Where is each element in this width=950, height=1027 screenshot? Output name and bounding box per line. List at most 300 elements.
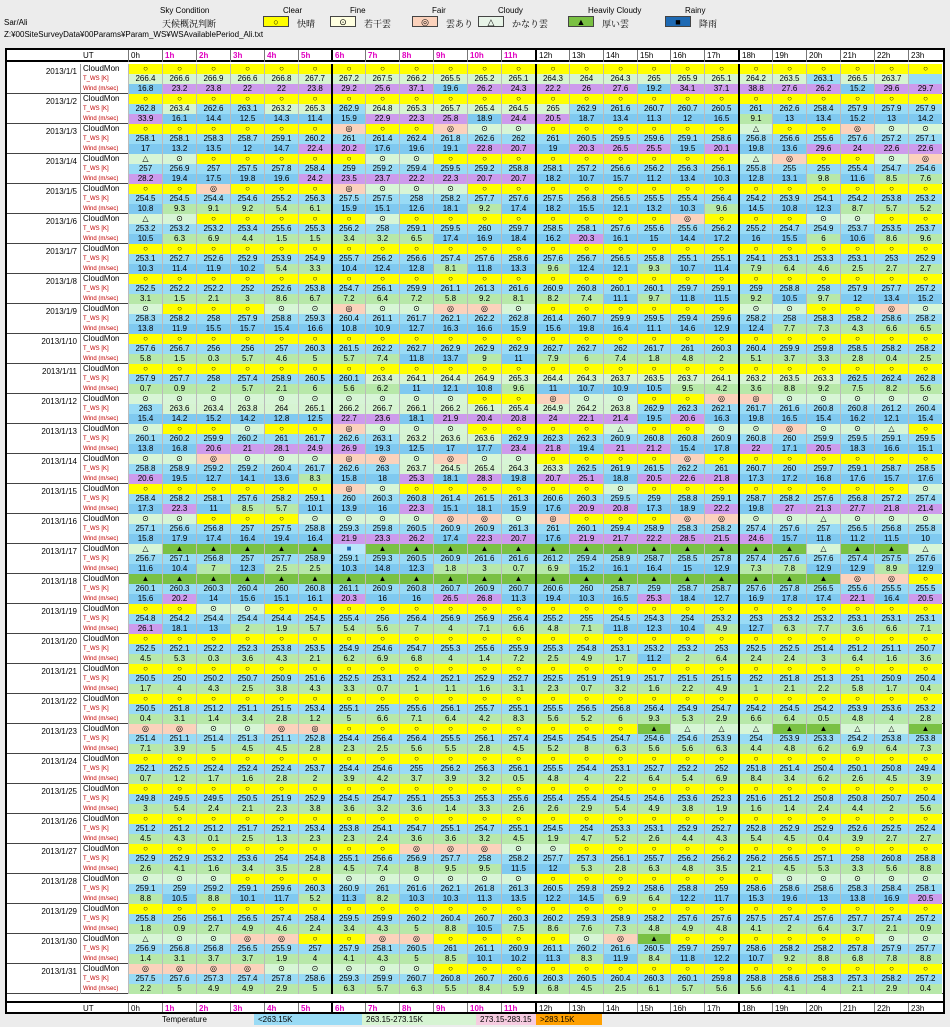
- wind-cell: 19: [535, 144, 569, 154]
- wind-cell: 1.7: [128, 684, 162, 694]
- temperature-cell: 255.5: [433, 734, 467, 744]
- sky-cell: ○: [569, 424, 603, 434]
- wind-cell: 13.2: [637, 204, 670, 214]
- wind-cell: 6.4: [433, 714, 467, 724]
- wind-cell: 26.8: [467, 594, 501, 604]
- wind-cell: 2.5: [603, 984, 637, 994]
- sky-cell: ○: [704, 274, 738, 284]
- wind-cell: 15.6: [230, 594, 264, 604]
- temperature-label: T_WS [K]: [83, 646, 109, 652]
- temperature-legend: [126, 1014, 936, 1025]
- temperature-cell: 255.6: [399, 704, 433, 714]
- cloudmon-label: CloudMon: [83, 694, 120, 703]
- temperature-cell: 260.3: [704, 344, 738, 354]
- wind-cell: 4: [569, 774, 603, 784]
- sky-cell: ⊙: [840, 214, 874, 224]
- wind-cell: 6.4: [637, 894, 670, 904]
- temperature-cell: 257.6: [772, 554, 806, 564]
- legend-cloudy-title: Cloudy: [498, 6, 523, 15]
- sky-cell: ○: [569, 154, 603, 164]
- temperature-cell: 258.2: [772, 494, 806, 504]
- sky-cell: ⊙: [908, 934, 942, 944]
- wind-cell: 2.5: [535, 654, 569, 664]
- sky-cell: ⊙: [433, 874, 467, 884]
- temperature-cell: 251.2: [162, 824, 196, 834]
- wind-cell: 3.3: [331, 684, 365, 694]
- wind-cell: 25.5: [637, 144, 670, 154]
- wind-cell: 13.8: [128, 324, 162, 334]
- sky-cell: ○: [772, 274, 806, 284]
- temperature-cell: 263.2: [399, 434, 433, 444]
- temperature-cell: 252.7: [501, 674, 535, 684]
- sky-cell: ○: [806, 754, 840, 764]
- temperature-cell: 267.2: [331, 74, 365, 84]
- temperature-cell: 260.7: [501, 584, 535, 594]
- temperature-cell: 256.5: [569, 704, 603, 714]
- wind-cell: 9.7: [637, 294, 670, 304]
- wind-cell: 4.4: [670, 834, 704, 844]
- temperature-cell: 259: [637, 584, 670, 594]
- day-date-label: 2013/1/14: [7, 454, 81, 484]
- cloudmon-label: CloudMon: [83, 634, 120, 643]
- wind-cell: 18.4: [670, 594, 704, 604]
- footer-hour-7: 7h: [365, 1003, 399, 1014]
- sky-cell: ○: [298, 634, 331, 644]
- temperature-cell: 254.6: [637, 734, 670, 744]
- wind-cell: 3.2: [365, 804, 399, 814]
- temperature-cell: 254.4: [331, 764, 365, 774]
- sky-cell: ○: [433, 904, 467, 914]
- temperature-cell: 260.3: [365, 494, 399, 504]
- temperature-cell: 250.4: [908, 674, 942, 684]
- sky-cell: △: [603, 424, 637, 434]
- sky-cell: ○: [467, 64, 501, 74]
- temperature-cell: 257.9: [331, 944, 365, 954]
- sky-cell: ○: [806, 844, 840, 854]
- temperature-cell: 266.2: [399, 74, 433, 84]
- sky-cell: ○: [603, 214, 637, 224]
- temperature-cell: 259.3: [331, 524, 365, 534]
- wind-cell: 16.6: [298, 324, 331, 334]
- sky-cell: ▲: [704, 544, 738, 554]
- wind-cell: 6.3: [603, 744, 637, 754]
- sky-cell: ○: [196, 154, 230, 164]
- temperature-cell: 262.4: [874, 374, 908, 384]
- wind-cell: 11.7: [704, 894, 738, 904]
- wind-cell: 12.9: [840, 564, 874, 574]
- temperature-cell: 258.8: [128, 464, 162, 474]
- temperature-cell: 258.8: [298, 524, 331, 534]
- temperature-cell: 253.2: [128, 224, 162, 234]
- wind-cell: 2.5: [840, 264, 874, 274]
- sky-cell: ○: [874, 454, 908, 464]
- wind-cell: 5.5: [433, 984, 467, 994]
- sky-cell: ○: [365, 124, 399, 134]
- wind-cell: 9.3: [162, 204, 196, 214]
- temperature-cell: 261.8: [433, 134, 467, 144]
- sky-cell: ○: [806, 484, 840, 494]
- sky-cell: ○: [840, 934, 874, 944]
- sky-cell: ○: [772, 964, 806, 974]
- wind-cell: 5: [399, 954, 433, 964]
- wind-cell: 6.2: [806, 774, 840, 784]
- temperature-cell: 257.5: [738, 914, 772, 924]
- sky-cell: ○: [704, 934, 738, 944]
- temperature-cell: 259.7: [670, 944, 704, 954]
- temperature-cell: 260.3: [162, 584, 196, 594]
- day-row: [7, 334, 943, 364]
- temperature-cell: 253.3: [806, 254, 840, 264]
- sky-cell: ○: [535, 334, 569, 344]
- temperature-cell: 265.9: [670, 74, 704, 84]
- sky-cell: ○: [433, 364, 467, 374]
- temperature-cell: 256.9: [128, 944, 162, 954]
- temperature-cell: 266.4: [128, 74, 162, 84]
- wind-cell: 25.3: [637, 594, 670, 604]
- sky-cell: ⊙: [433, 424, 467, 434]
- temperature-cell: 254.5: [569, 734, 603, 744]
- wind-cell: 11.9: [196, 264, 230, 274]
- wind-cell: 5.6: [365, 624, 399, 634]
- temperature-cell: 260.9: [331, 884, 365, 894]
- sky-cell: ◎: [840, 574, 874, 584]
- wind-cell: 23.8: [298, 84, 331, 94]
- wind-cell: 21.7: [603, 534, 637, 544]
- temperature-cell: 258.6: [738, 944, 772, 954]
- sky-cell: ⊙: [128, 304, 162, 314]
- day-row: [7, 784, 943, 814]
- sky-cell: ○: [637, 244, 670, 254]
- temperature-cell: 261: [535, 134, 569, 144]
- temperature-cell: 259.1: [704, 494, 738, 504]
- sky-cell: ⊙: [874, 934, 908, 944]
- header-hour-23: 23h: [908, 50, 942, 62]
- sky-cell: ○: [501, 214, 535, 224]
- sky-cell: ◎: [365, 454, 399, 464]
- wind-cell: 2.6: [535, 804, 569, 814]
- wind-cell: 6.4: [772, 264, 806, 274]
- temperature-cell: 261.4: [433, 494, 467, 504]
- legend-header: Sky Condition: [160, 6, 210, 15]
- sky-cell: ○: [670, 634, 704, 644]
- temperature-cell: 256.5: [840, 524, 874, 534]
- wind-cell: 15.9: [501, 324, 535, 334]
- sky-cell: ○: [670, 184, 704, 194]
- sky-cell: ○: [637, 304, 670, 314]
- temperature-cell: 257.7: [874, 284, 908, 294]
- wind-cell: 17.4: [501, 204, 535, 214]
- temperature-cell: 251.5: [264, 704, 298, 714]
- temperature-cell: 260.6: [501, 974, 535, 984]
- wind-cell: 5.6: [908, 384, 942, 394]
- wind-label: Wind (m/sec): [83, 596, 119, 602]
- wind-cell: 6.6: [501, 624, 535, 634]
- temperature-label: T_WS [K]: [83, 346, 109, 352]
- wind-cell: 7.2: [501, 654, 535, 664]
- day-date-label: 2013/1/2: [7, 94, 81, 124]
- temperature-cell: 260.8: [874, 854, 908, 864]
- wind-cell: 10.7: [670, 264, 704, 274]
- temperature-cell: 262.3: [670, 404, 704, 414]
- wind-cell: 12.1: [603, 264, 637, 274]
- temperature-label: T_WS [K]: [83, 856, 109, 862]
- sky-cell: ○: [230, 844, 264, 854]
- temperature-cell: 254.7: [399, 824, 433, 834]
- sky-cell: ◎: [298, 724, 331, 734]
- wind-cell: 0.4: [128, 714, 162, 724]
- wind-cell: 5.7: [365, 984, 399, 994]
- wind-cell: 4.4: [840, 804, 874, 814]
- sky-cell: ○: [128, 844, 162, 854]
- temperature-cell: 260.8: [433, 974, 467, 984]
- ut-header-label: UT: [83, 51, 94, 60]
- wind-cell: 8.2: [535, 294, 569, 304]
- sky-cell: ○: [738, 274, 772, 284]
- temperature-cell: 258.7: [637, 554, 670, 564]
- sky-cell: ○: [196, 514, 230, 524]
- temperature-cell: 255.8: [738, 164, 772, 174]
- sky-cell: ○: [670, 694, 704, 704]
- temperature-cell: 261: [433, 944, 467, 954]
- sky-cell: ○: [128, 184, 162, 194]
- wind-cell: 14.4: [670, 234, 704, 244]
- wind-cell: 9.8: [806, 174, 840, 184]
- temperature-label: T_WS [K]: [83, 976, 109, 982]
- wind-cell: 18.1: [467, 504, 501, 514]
- temperature-cell: 257.9: [840, 284, 874, 294]
- wind-cell: 8.2: [874, 384, 908, 394]
- wind-cell: 15.1: [365, 204, 399, 214]
- temperature-cell: 250.1: [840, 764, 874, 774]
- temperature-cell: 254.2: [840, 194, 874, 204]
- temperature-cell: 260.7: [399, 974, 433, 984]
- temperature-cell: 260.1: [637, 284, 670, 294]
- temperature-cell: 257.7: [162, 374, 196, 384]
- wind-cell: 1.5: [162, 354, 196, 364]
- wind-cell: 4.3: [298, 684, 331, 694]
- wind-cell: 11.3: [637, 114, 670, 124]
- sky-cell: ○: [230, 814, 264, 824]
- wind-cell: 2.5: [908, 354, 942, 364]
- sky-cell: ○: [298, 904, 331, 914]
- day-date-label: 2013/1/25: [7, 784, 81, 814]
- sky-cell: ○: [569, 664, 603, 674]
- wind-cell: 10.4: [331, 264, 365, 274]
- wind-cell: 1.6: [637, 684, 670, 694]
- wind-cell: 14.8: [365, 564, 399, 574]
- day-row: [7, 904, 943, 934]
- temperature-cell: 252.4: [908, 824, 942, 834]
- sky-cell: ○: [467, 664, 501, 674]
- temperature-cell: 266.6: [162, 74, 196, 84]
- wind-cell: 17.4: [806, 594, 840, 604]
- wind-cell: 21: [603, 444, 637, 454]
- wind-cell: 10.4: [670, 624, 704, 634]
- hour-footer: [7, 1001, 943, 1012]
- sky-cell: ○: [467, 244, 501, 254]
- sky-cell: ○: [467, 424, 501, 434]
- temperature-cell: 254.4: [264, 614, 298, 624]
- temperature-cell: 256.4: [365, 734, 399, 744]
- wind-cell: 0.1: [196, 834, 230, 844]
- legend-fair-title: Fair: [432, 6, 446, 15]
- temperature-cell: 251.2: [196, 824, 230, 834]
- sky-cell: ○: [806, 274, 840, 284]
- cloudmon-label: CloudMon: [83, 724, 120, 733]
- temperature-label: T_WS [K]: [83, 526, 109, 532]
- wind-cell: 22: [264, 84, 298, 94]
- sky-cell: ○: [230, 124, 264, 134]
- temperature-cell: 257.6: [772, 524, 806, 534]
- temperature-cell: 257.2: [874, 494, 908, 504]
- day-date-label: 2013/1/8: [7, 274, 81, 304]
- wind-cell: 3.8: [264, 684, 298, 694]
- header-hour-2: 2h: [196, 50, 230, 62]
- wind-label: Wind (m/sec): [83, 956, 119, 962]
- wind-cell: 22.6: [670, 474, 704, 484]
- sky-cell: ○: [738, 94, 772, 104]
- wind-cell: 6.6: [874, 624, 908, 634]
- temperature-cell: 254.9: [806, 224, 840, 234]
- sky-cell: ◎: [365, 934, 399, 944]
- footer-hour-23: 23h: [908, 1003, 942, 1014]
- sky-cell: ○: [264, 94, 298, 104]
- wind-label: Wind (m/sec): [83, 926, 119, 932]
- file-path-label: Z:¥00SiteSurveyData¥00Params¥Param_WS¥WSAvailablePeriod_Ali.txt: [4, 30, 264, 39]
- sky-cell: ○: [535, 904, 569, 914]
- wind-cell: 20.6: [196, 444, 230, 454]
- wind-cell: 13.2: [162, 144, 196, 154]
- temperature-cell: 256.4: [637, 704, 670, 714]
- temperature-cell: 258.8: [738, 974, 772, 984]
- temperature-cell: 254.7: [704, 704, 738, 714]
- wind-cell: 28.1: [264, 444, 298, 454]
- wind-cell: 12.3: [806, 204, 840, 214]
- wind-cell: 10.3: [569, 594, 603, 604]
- temperature-cell: 255.1: [501, 824, 535, 834]
- sky-cell: ○: [738, 754, 772, 764]
- temperature-cell: 258.5: [840, 344, 874, 354]
- temperature-cell: 258.1: [365, 944, 399, 954]
- sky-cell: ⊙: [840, 394, 874, 404]
- sky-cell: ⊙: [806, 394, 840, 404]
- temperature-cell: 260.6: [535, 584, 569, 594]
- wind-cell: 22.3: [162, 504, 196, 514]
- sky-cell: ○: [535, 964, 569, 974]
- header-hour-4: 4h: [264, 50, 298, 62]
- legend-clear-title: Clear: [283, 6, 303, 15]
- wind-label: Wind (m/sec): [83, 206, 119, 212]
- footer-hour-3: 3h: [230, 1003, 264, 1014]
- sky-cell: ○: [840, 604, 874, 614]
- wind-cell: 1.6: [230, 774, 264, 784]
- temperature-cell: 265.3: [501, 374, 535, 384]
- wind-cell: 2.9: [874, 984, 908, 994]
- wind-cell: 7.2: [331, 294, 365, 304]
- wind-cell: 4.4: [738, 744, 772, 754]
- temperature-cell: 255.3: [535, 644, 569, 654]
- sky-cell: ○: [772, 904, 806, 914]
- sky-cell: ○: [603, 304, 637, 314]
- wind-cell: 15.3: [738, 894, 772, 904]
- sky-cell: ○: [365, 724, 399, 734]
- wind-cell: 14.3: [264, 114, 298, 124]
- wind-cell: 6.3: [162, 234, 196, 244]
- wind-cell: 4.5: [331, 864, 365, 874]
- wind-cell: 13.8: [840, 894, 874, 904]
- wind-cell: 0.7: [128, 774, 162, 784]
- sky-cell: ○: [772, 94, 806, 104]
- sky-cell: ⊙: [806, 424, 840, 434]
- sky-cell: ⊙: [908, 304, 942, 314]
- temperature-cell: 252.1: [433, 674, 467, 684]
- wind-cell: 21.4: [908, 504, 942, 514]
- temperature-cell: 264.9: [467, 374, 501, 384]
- sky-cell: ⊙: [196, 604, 230, 614]
- sky-cell: ⊙: [128, 394, 162, 404]
- sky-cell: ○: [196, 844, 230, 854]
- temperature-cell: 258.1: [196, 494, 230, 504]
- sky-cell: ○: [874, 184, 908, 194]
- temperature-cell: 255.1: [704, 254, 738, 264]
- temperature-cell: 259.1: [670, 134, 704, 144]
- temperature-cell: 256.6: [772, 134, 806, 144]
- sky-cell: ○: [264, 244, 298, 254]
- temperature-cell: 262.1: [433, 314, 467, 324]
- sky-cell: ○: [162, 604, 196, 614]
- temperature-cell: 252.9: [467, 674, 501, 684]
- temperature-cell: 253.8: [874, 734, 908, 744]
- legend-clear-label: 快晴: [297, 19, 316, 29]
- wind-cell: 2.7: [908, 834, 942, 844]
- sky-cell: △: [128, 544, 162, 554]
- temperature-cell: 257.4: [501, 734, 535, 744]
- temperature-cell: 261.7: [637, 344, 670, 354]
- sky-cell: ○: [298, 754, 331, 764]
- sky-cell: ○: [196, 334, 230, 344]
- temperature-range-2: 273.15-283.15: [476, 1014, 536, 1025]
- sky-cell: ○: [670, 274, 704, 284]
- sky-cell: ○: [298, 874, 331, 884]
- temperature-cell: 259.2: [196, 464, 230, 474]
- wind-cell: 17.6: [840, 474, 874, 484]
- sky-cell: ○: [806, 154, 840, 164]
- wind-cell: 13.1: [772, 174, 806, 184]
- temperature-cell: 255.6: [467, 644, 501, 654]
- wind-cell: 12.5: [230, 114, 264, 124]
- sky-cell: ○: [399, 334, 433, 344]
- wind-cell: 3.3: [298, 264, 331, 274]
- wind-cell: 22.3: [433, 174, 467, 184]
- temperature-cell: 266.7: [365, 404, 399, 414]
- temperature-range-3: >283.15K: [536, 1014, 602, 1025]
- sky-cell: ○: [230, 94, 264, 104]
- temperature-cell: 252.2: [196, 284, 230, 294]
- sky-cell: ○: [264, 274, 298, 284]
- footer-hour-1: 1h: [162, 1003, 196, 1014]
- sky-cell: ○: [501, 394, 535, 404]
- sky-cell: ⊙: [908, 874, 942, 884]
- temperature-cell: 255.1: [433, 824, 467, 834]
- temperature-cell: 251.9: [569, 674, 603, 684]
- wind-cell: 2: [298, 774, 331, 784]
- wind-cell: 8.2: [365, 894, 399, 904]
- temperature-cell: 251.2: [840, 644, 874, 654]
- wind-cell: 17.5: [196, 174, 230, 184]
- temperature-cell: 262.6: [196, 104, 230, 114]
- cloudmon-label: CloudMon: [83, 124, 120, 133]
- wind-cell: 23.4: [501, 444, 535, 454]
